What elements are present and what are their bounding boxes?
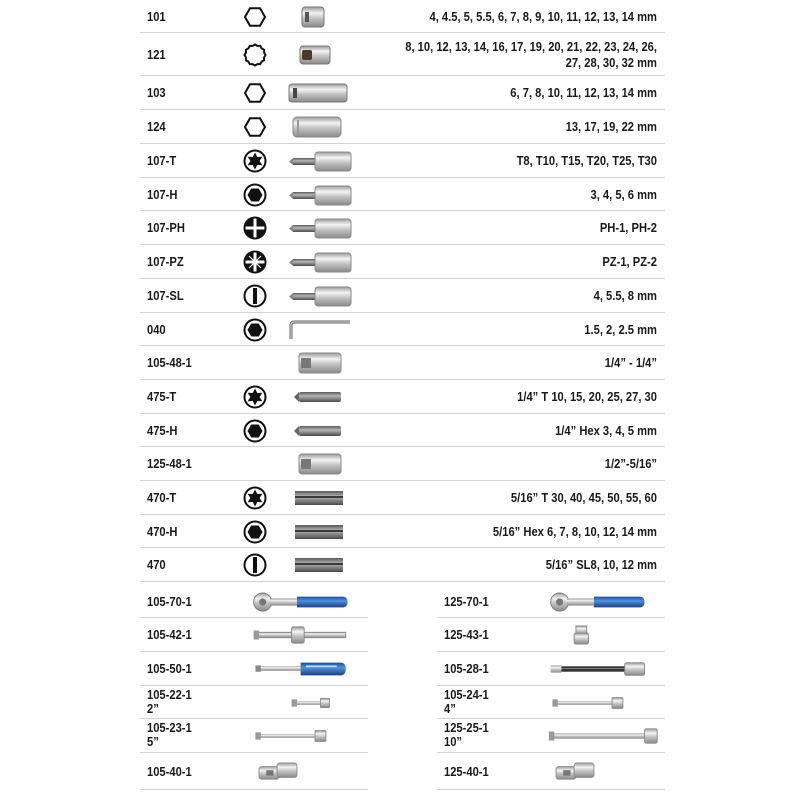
part-code: 107-H	[147, 186, 178, 202]
size-list: PH-1, PH-2	[599, 220, 657, 235]
socket-row	[140, 110, 665, 144]
bit-holder-icon	[287, 350, 355, 376]
socket-row	[140, 447, 665, 481]
length-label: 4”	[444, 701, 456, 716]
size-list: 4, 5.5, 8 mm	[593, 288, 657, 303]
part-code: 475-H	[147, 422, 178, 438]
part-code: 475-T	[147, 389, 177, 404]
part-code: 101	[147, 8, 166, 24]
ratchet-icon	[547, 588, 659, 616]
tool-row-right	[437, 719, 665, 753]
size-list: 1/4” Hex 3, 4, 5 mm	[555, 422, 657, 438]
part-code: 470-T	[147, 490, 177, 505]
part-code: 125-48-1	[147, 456, 192, 471]
part-code: 103	[147, 85, 166, 100]
socket-row	[140, 515, 665, 548]
short-bit-icon	[287, 384, 355, 410]
size-list: 8, 10, 12, 13, 14, 16, 17, 19, 20, 21, 22, 23, 24, 26, 27, 28, 30, 32 mm	[405, 38, 657, 70]
slotted-icon	[243, 553, 267, 577]
size-list: 1/2”-5/16”	[604, 456, 657, 471]
size-list: 5/16” T 30, 40, 45, 50, 55, 60	[510, 490, 657, 505]
part-code: 040	[147, 321, 166, 337]
part-code: 105-48-1	[147, 355, 192, 370]
socket-row	[140, 548, 665, 582]
torx-icon	[243, 486, 267, 510]
tool-row-left	[140, 585, 368, 618]
size-list: 3, 4, 5, 6 mm	[590, 186, 657, 202]
length-label: 10”	[444, 734, 463, 749]
part-code: 125-43-1	[444, 627, 489, 642]
socket-row	[140, 178, 665, 211]
pozidriv-icon	[243, 250, 267, 274]
tool-row-left	[140, 652, 368, 686]
tool-row-right	[437, 753, 665, 790]
bit-socket-icon	[287, 283, 355, 309]
size-list: T8, T10, T15, T20, T25, T30	[516, 153, 657, 168]
bit-icon	[287, 519, 355, 545]
size-list: 1.5, 2, 2.5 mm	[584, 321, 657, 337]
part-code: 107-T	[147, 153, 177, 168]
socket-row	[140, 481, 665, 515]
tool-row-left	[140, 686, 368, 719]
part-code: 125-25-1	[444, 720, 489, 735]
hex-solid-icon	[243, 318, 267, 342]
socket-row	[140, 0, 665, 33]
tool-row-right	[437, 618, 665, 652]
part-code: 105-23-1	[147, 720, 192, 735]
size-list: 4, 4.5, 5, 5.5, 6, 7, 8, 9, 10, 11, 12, 13, 14 mm	[429, 8, 657, 24]
size-list: 1/4” - 1/4”	[604, 355, 657, 370]
ratchet-icon	[250, 588, 362, 616]
part-code: 470-H	[147, 523, 178, 539]
socket-row	[140, 211, 665, 245]
extension-long-icon	[547, 722, 659, 750]
socket-row	[140, 76, 665, 110]
part-code: 105-42-1	[147, 627, 192, 642]
bit-socket-icon	[287, 215, 355, 241]
hex-outline-icon	[243, 5, 267, 29]
hex-solid-icon	[243, 183, 267, 207]
part-code: 105-50-1	[147, 661, 192, 676]
part-code: 125-70-1	[444, 593, 489, 609]
phillips-icon	[243, 216, 267, 240]
extension-medium-icon	[250, 722, 362, 750]
socket-spark-plug-icon	[287, 114, 355, 140]
size-list: PZ-1, PZ-2	[602, 254, 657, 269]
length-label: 2”	[147, 701, 159, 716]
hex-key-icon	[287, 317, 355, 343]
part-code: 105-40-1	[147, 763, 192, 779]
hex-outline-icon	[243, 81, 267, 105]
part-code: 125-40-1	[444, 763, 489, 779]
socket-bihex-icon	[287, 42, 355, 68]
hex-solid-icon	[243, 419, 267, 443]
socket-row	[140, 380, 665, 414]
torx-icon	[243, 149, 267, 173]
bit-icon	[287, 485, 355, 511]
tool-row-left	[140, 618, 368, 652]
length-label: 5”	[147, 734, 159, 749]
socket-short-icon	[287, 4, 355, 30]
torx-icon	[243, 385, 267, 409]
socket-row	[140, 313, 665, 346]
universal-joint-icon	[547, 758, 659, 786]
tool-row-right	[437, 585, 665, 618]
bit-icon	[287, 552, 355, 578]
slotted-icon	[243, 284, 267, 308]
size-list: 13, 17, 19, 22 mm	[565, 119, 657, 134]
part-code: 107-SL	[147, 288, 184, 303]
spinner-handle-icon	[250, 655, 362, 683]
part-code: 107-PH	[147, 220, 185, 235]
size-list: 1/4” T 10, 15, 20, 25, 27, 30	[517, 389, 657, 404]
part-code: 105-70-1	[147, 593, 192, 609]
part-code: 105-28-1	[444, 661, 489, 676]
part-code: 105-24-1	[444, 687, 489, 702]
socket-row	[140, 346, 665, 380]
bit-holder-icon	[287, 451, 355, 477]
extension-medium-icon	[547, 689, 659, 717]
socket-long-icon	[287, 80, 355, 106]
socket-row	[140, 414, 665, 447]
socket-row	[140, 279, 665, 313]
tool-row-right	[437, 652, 665, 686]
short-bit-icon	[287, 418, 355, 444]
part-code: 105-22-1	[147, 687, 192, 702]
socket-row	[140, 245, 665, 279]
extension-short-icon	[250, 689, 362, 717]
socket-row	[140, 33, 665, 76]
part-code: 121	[147, 46, 166, 62]
size-list: 5/16” SL8, 10, 12 mm	[545, 557, 657, 572]
bihex-outline-icon	[243, 43, 267, 67]
part-code: 107-PZ	[147, 254, 184, 269]
hex-solid-icon	[243, 520, 267, 544]
tool-row-left	[140, 753, 368, 790]
size-list: 6, 7, 8, 10, 11, 12, 13, 14 mm	[510, 85, 657, 100]
bit-socket-icon	[287, 182, 355, 208]
bit-socket-icon	[287, 148, 355, 174]
socket-row	[140, 144, 665, 178]
size-list: 5/16” Hex 6, 7, 8, 10, 12, 14 mm	[492, 523, 657, 539]
tool-row-right	[437, 686, 665, 719]
universal-joint-icon	[250, 758, 362, 786]
tool-row-left	[140, 719, 368, 753]
bit-socket-icon	[287, 249, 355, 275]
hex-outline-icon	[243, 115, 267, 139]
adapter-icon	[547, 621, 659, 649]
part-code: 470	[147, 557, 166, 572]
t-bar-icon	[250, 621, 362, 649]
part-code: 124	[147, 119, 166, 134]
flexible-extension-icon	[547, 655, 659, 683]
